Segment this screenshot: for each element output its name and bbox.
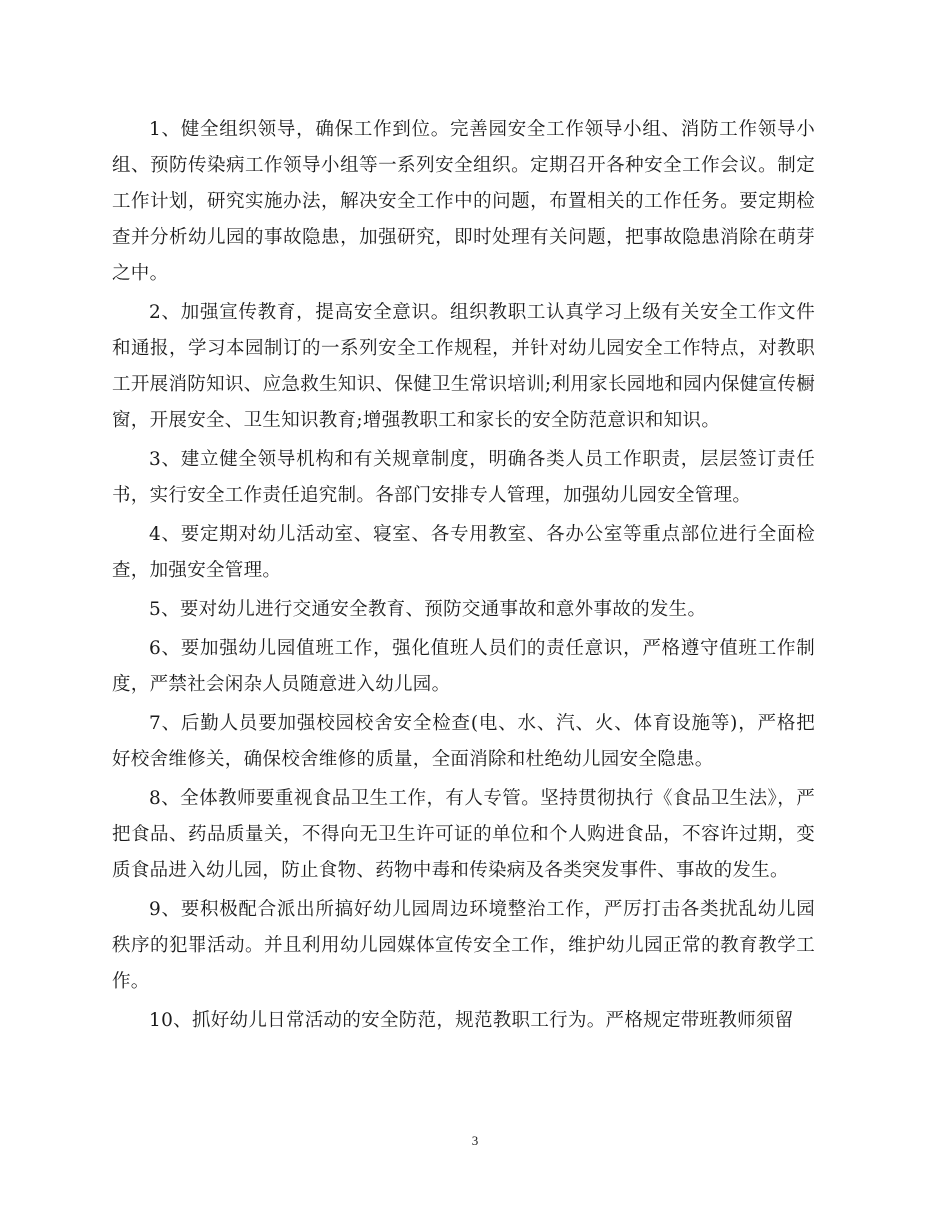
paragraph-7: 7、后勤人员要加强校园校舍安全检查(电、水、汽、火、体育设施等)，严格把好校舍维修关，确保校舍维修的质量，全面消除和杜绝幼儿园安全隐患。: [112, 713, 815, 770]
paragraph-10: 10、抓好幼儿日常活动的安全防范，规范教职工行为。严格规定带班教师须留: [149, 1010, 794, 1031]
page-number: 3: [471, 1133, 479, 1148]
paragraph-6: 6、要加强幼儿园值班工作，强化值班人员们的责任意识，严格遵守值班工作制度，严禁社会闲杂人员随意进入幼儿园。: [112, 638, 815, 695]
paragraph-5: 5、要对幼儿进行交通安全教育、预防交通事故和意外事故的发生。: [149, 599, 707, 620]
paragraph-2: 2、加强宣传教育，提高安全意识。组织教职工认真学习上级有关安全工作文件和通报，学习本园制订的一系列安全工作规程，并针对幼儿园安全工作特点，对教职工开展消防知识、应急救生知识、保健卫生常识培训;利用家长园地和园内保健宣传橱窗，开展安全、卫生知识教育;增强教职工和家长的安全防范意识和知识。: [112, 302, 815, 431]
paragraph-8: 8、全体教师要重视食品卫生工作，有人专管。坚持贯彻执行《食品卫生法》，严把食品、药品质量关，不得向无卫生许可证的单位和个人购进食品，不容许过期，变质食品进入幼儿园，防止食物、药物中毒和传染病及各类突发事件、事故的发生。: [112, 788, 815, 881]
paragraph-9: 9、要积极配合派出所搞好幼儿园周边环境整治工作，严厉打击各类扰乱幼儿园秩序的犯罪活动。并且利用幼儿园媒体宣传安全工作，维护幼儿园正常的教育教学工作。: [112, 899, 815, 992]
document-body: [112, 112, 815, 1042]
paragraph-4: 4、要定期对幼儿活动室、寝室、各专用教室、各办公室等重点部位进行全面检查，加强安全管理。: [112, 524, 815, 581]
paragraph-3: 3、建立健全领导机构和有关规章制度，明确各类人员工作职责，层层签订责任书，实行安全工作责任追究制。各部门安排专人管理，加强幼儿园安全管理。: [112, 449, 815, 506]
paragraph-1: 1、健全组织领导，确保工作到位。完善园安全工作领导小组、消防工作领导小组、预防传染病工作领导小组等一系列安全组织。定期召开各种安全工作会议。制定工作计划，研究实施办法，解决安全工作中的问题，布置相关的工作任务。要定期检查并分析幼儿园的事故隐患，加强研究，即时处理有关问题，把事故隐患消除在萌芽之中。: [112, 119, 815, 284]
